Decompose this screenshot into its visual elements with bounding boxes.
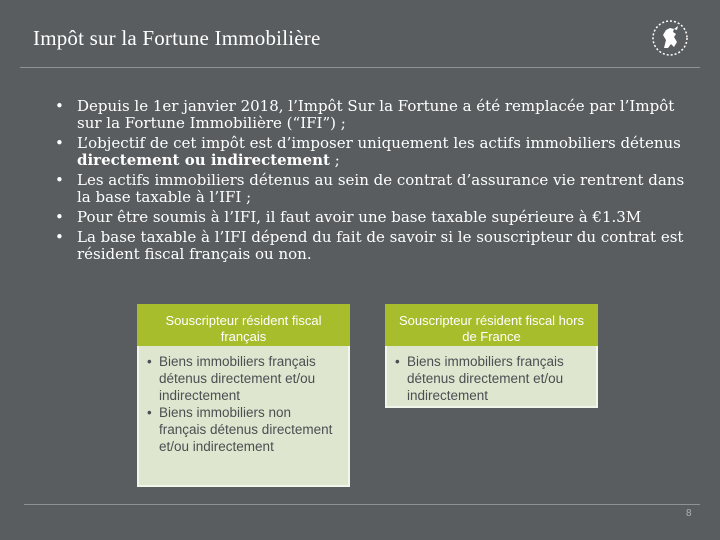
bullet-item: • Pour être soumis à l’IFI, il faut avoir une base taxable supérieure à €1.3M	[55, 209, 695, 226]
slide-title: Impôt sur la Fortune Immobilière	[33, 26, 321, 50]
bullet-item: • L’objectif de cet impôt est d’imposer uniquement les actifs immobiliers détenus directement ou indirectement ;	[55, 135, 695, 169]
bullet-item: • Les actifs immobiliers détenus au sein de contrat d’assurance vie rentrent dans la base taxable à l’IFI ;	[55, 172, 695, 206]
box-header: Souscripteur résident fiscal hors de France	[385, 304, 598, 346]
box-resident-francais	[137, 304, 350, 487]
box-body	[137, 346, 350, 487]
title-divider	[20, 67, 700, 68]
bullet-item: • La base taxable à l’IFI dépend du fait de savoir si le souscripteur du contrat est résident fiscal français ou non.	[55, 229, 695, 263]
page-number: 8	[686, 508, 692, 519]
bullet-item: • Depuis le 1er janvier 2018, l’Impôt Sur la Fortune a été remplacée par l’Impôt sur la Fortune Immobilière (“IFI”) ;	[55, 98, 695, 132]
box-list-item: • Biens immobiliers non français détenus directement et/ou indirectement	[147, 404, 342, 455]
bullet-emphasis: directement ou indirectement	[77, 151, 330, 169]
box-resident-etranger	[385, 304, 598, 408]
bullet-list	[55, 98, 695, 266]
box-header: Souscripteur résident fiscal français	[137, 304, 350, 346]
box-list-item: • Biens immobiliers français détenus directement et/ou indirectement	[395, 353, 590, 404]
box-list-item: • Biens immobiliers français détenus directement et/ou indirectement	[147, 353, 342, 404]
lion-rampant-emblem-icon	[650, 18, 690, 58]
box-body	[385, 346, 598, 408]
footer-divider	[24, 504, 700, 505]
